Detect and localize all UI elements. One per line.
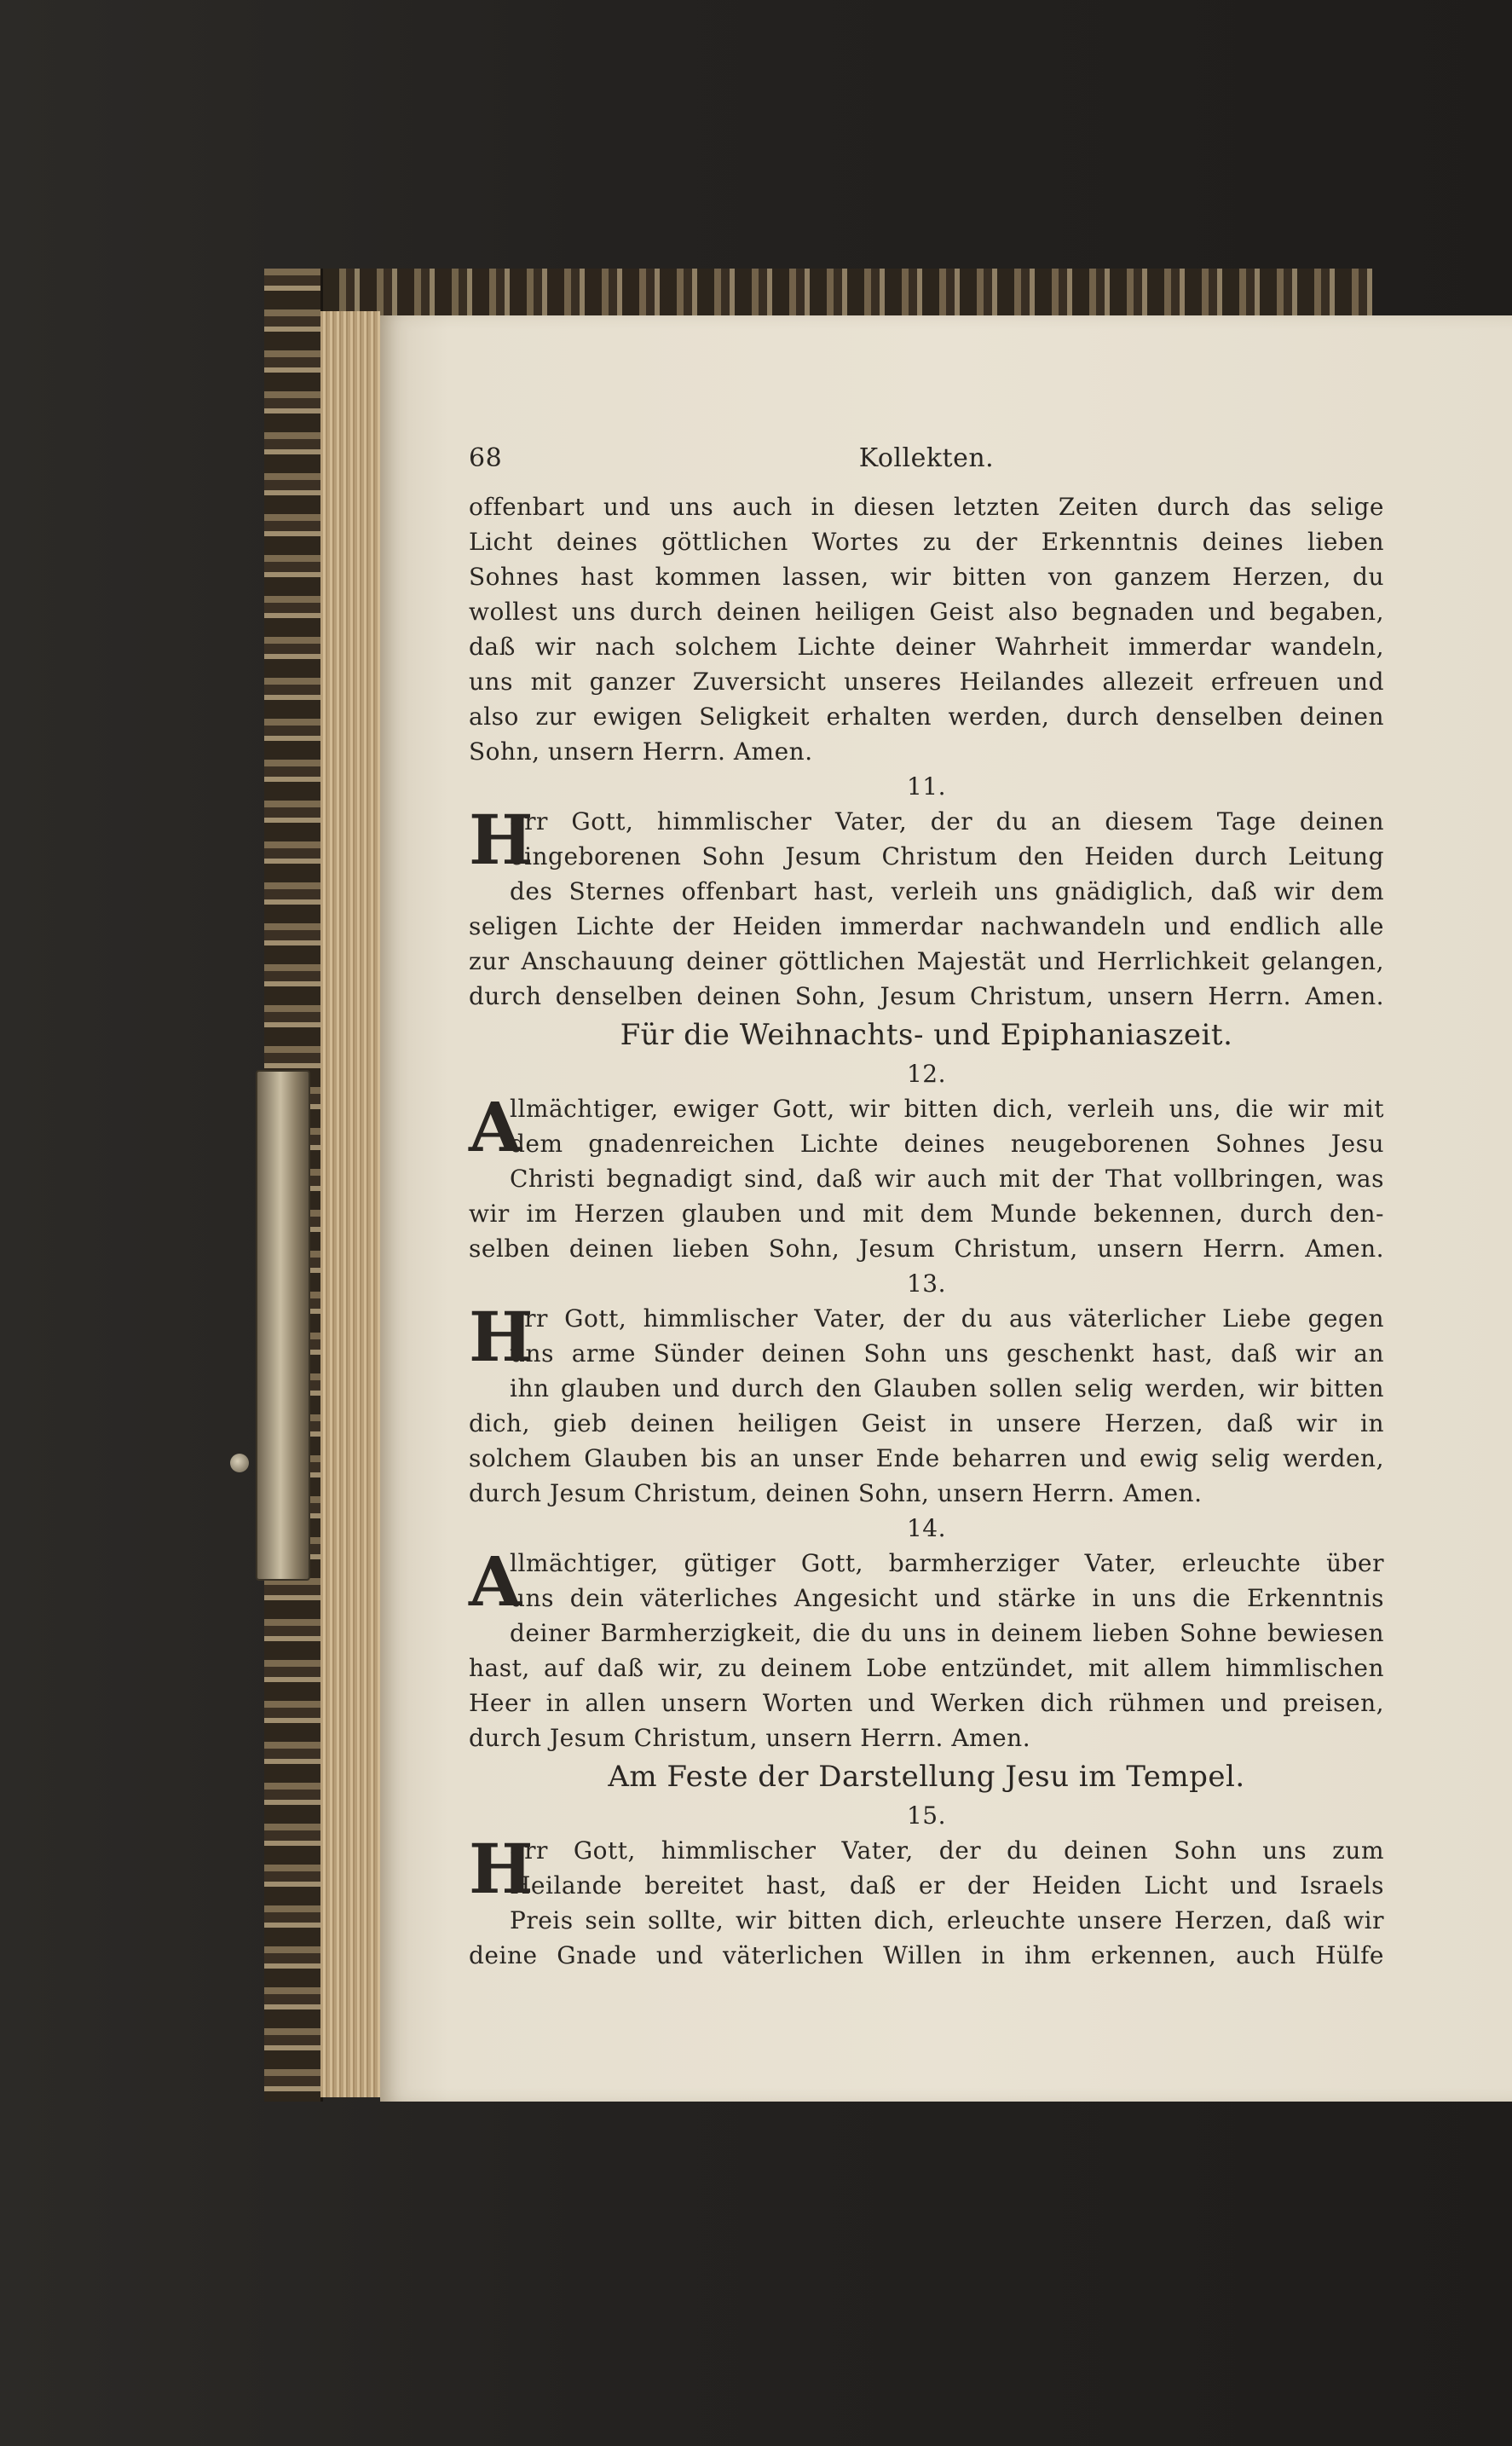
collect-number: 11. <box>906 772 947 801</box>
text-line: deiner Barmherzigkeit, die du uns in deinem lieben Sohne bewiesen <box>510 1619 1384 1647</box>
collect-number: 12. <box>906 1060 947 1088</box>
text-line: daß wir nach solchem Lichte deiner Wahrheit immerdar wandeln, <box>469 633 1384 661</box>
text-line: durch Jesum Christum, unsern Herrn. Amen. <box>469 1724 1031 1752</box>
collect-number: 15. <box>906 1801 947 1830</box>
text-line: solchem Glauben bis an unser Ende beharren und ewig selig werden, <box>469 1444 1384 1472</box>
text-line: wir im Herzen glauben und mit dem Munde bekennen, durch den- <box>469 1200 1384 1228</box>
text-line: offenbart und uns auch in diesen letzten Zeiten durch das selige <box>469 493 1384 521</box>
text-line: zur Anschauung deiner göttlichen Majestät und Herrlichkeit gelangen, <box>469 947 1384 975</box>
drop-initial: H <box>469 800 534 880</box>
text-line: dem gnadenreichen Lichte deines neugeborenen Sohnes Jesu <box>510 1130 1384 1158</box>
text-line: llmächtiger, ewiger Gott, wir bitten dich, verleih uns, die wir mit <box>510 1095 1384 1123</box>
text-line: ihn glauben und durch den Glauben sollen selig werden, wir bitten <box>510 1374 1384 1402</box>
collect-number: 13. <box>906 1269 947 1298</box>
text-line: err Gott, himmlischer Vater, der du an diesem Tage deinen <box>510 807 1384 836</box>
text-line: Heilande bereitet hast, daß er der Heiden Licht und Israels <box>510 1871 1384 1900</box>
paragraph-continued <box>469 489 1384 769</box>
drop-initial: H <box>469 1297 534 1377</box>
collect-paragraph <box>469 1297 1384 1511</box>
text-line: Preis sein sollte, wir bitten dich, erleuchte unsere Herzen, daß wir <box>510 1906 1384 1934</box>
text-line: eingeborenen Sohn Jesum Christum den Heiden durch Leitung <box>510 842 1384 870</box>
text-line: hast, auf daß wir, zu deinem Lobe entzündet, mit allem himmlischen <box>469 1654 1384 1682</box>
text-line: llmächtiger, gütiger Gott, barmherziger Vater, erleuchte über <box>510 1549 1384 1577</box>
drop-initial: A <box>469 1541 522 1622</box>
text-line: Sohnes hast kommen lassen, wir bitten von ganzem Herzen, du <box>469 563 1384 591</box>
page-header <box>469 443 1384 486</box>
text-line: selben deinen lieben Sohn, Jesum Christum, unsern Herrn. Amen. <box>469 1235 1384 1263</box>
page-number: 68 <box>469 443 503 473</box>
collect-paragraph <box>469 1541 1384 1755</box>
collect-paragraph <box>469 1829 1384 1973</box>
text-line: Sohn, unsern Herrn. Amen. <box>469 737 813 766</box>
text-line: deine Gnade und väterlichen Willen in ihm erkennen, auch Hülfe <box>469 1941 1384 1969</box>
drop-initial: H <box>469 1829 534 1909</box>
running-head: Kollekten. <box>858 443 995 473</box>
text-line: dich, gieb deinen heiligen Geist in unsere Herzen, daß wir in <box>469 1409 1384 1437</box>
collect-number: 14. <box>906 1514 947 1542</box>
section-heading: Für die Weihnachts- und Epiphaniaszeit. <box>620 1018 1233 1052</box>
text-line: err Gott, himmlischer Vater, der du aus väterlicher Liebe gegen <box>510 1304 1384 1333</box>
text-line: wollest uns durch deinen heiligen Geist also begnaden und begaben, <box>469 598 1384 626</box>
text-line: seligen Lichte der Heiden immerdar nachwandeln und endlich alle <box>469 912 1384 940</box>
text-line: uns arme Sünder deinen Sohn uns geschenkt hast, daß wir an <box>510 1339 1384 1368</box>
text-line: durch denselben deinen Sohn, Jesum Christum, unsern Herrn. Amen. <box>469 982 1384 1010</box>
collect-paragraph <box>469 1087 1384 1266</box>
text-block <box>469 443 1384 1973</box>
page-edges <box>320 311 380 2097</box>
ornamental-border-top <box>264 269 1372 321</box>
book-clasp <box>256 1070 310 1581</box>
text-line: durch Jesum Christum, deinen Sohn, unsern Herrn. Amen. <box>469 1479 1203 1507</box>
text-line: uns mit ganzer Zuversicht unseres Heilandes allezeit erfreuen und <box>469 668 1384 696</box>
text-line: des Sternes offenbart hast, verleih uns gnädiglich, daß wir dem <box>510 877 1384 905</box>
text-line: also zur ewigen Seligkeit erhalten werden, durch denselben deinen <box>469 703 1384 731</box>
collect-paragraph <box>469 800 1384 1014</box>
text-line: Christi begnadigt sind, daß wir auch mit der That vollbringen, was <box>510 1165 1384 1193</box>
section-heading: Am Feste der Darstellung Jesu im Tempel. <box>608 1760 1245 1794</box>
text-line: Heer in allen unsern Worten und Werken dich rühmen und preisen, <box>469 1689 1384 1717</box>
drop-initial: A <box>469 1087 522 1167</box>
text-line: err Gott, himmlischer Vater, der du deinen Sohn uns zum <box>510 1836 1384 1865</box>
text-line: Licht deines göttlichen Wortes zu der Erkenntnis deines lieben <box>469 528 1384 556</box>
book-page <box>380 315 1512 2102</box>
book <box>264 269 1512 2119</box>
clasp-pin <box>230 1454 249 1472</box>
text-line: uns dein väterliches Angesicht und stärke in uns die Erkenntnis <box>510 1584 1384 1612</box>
